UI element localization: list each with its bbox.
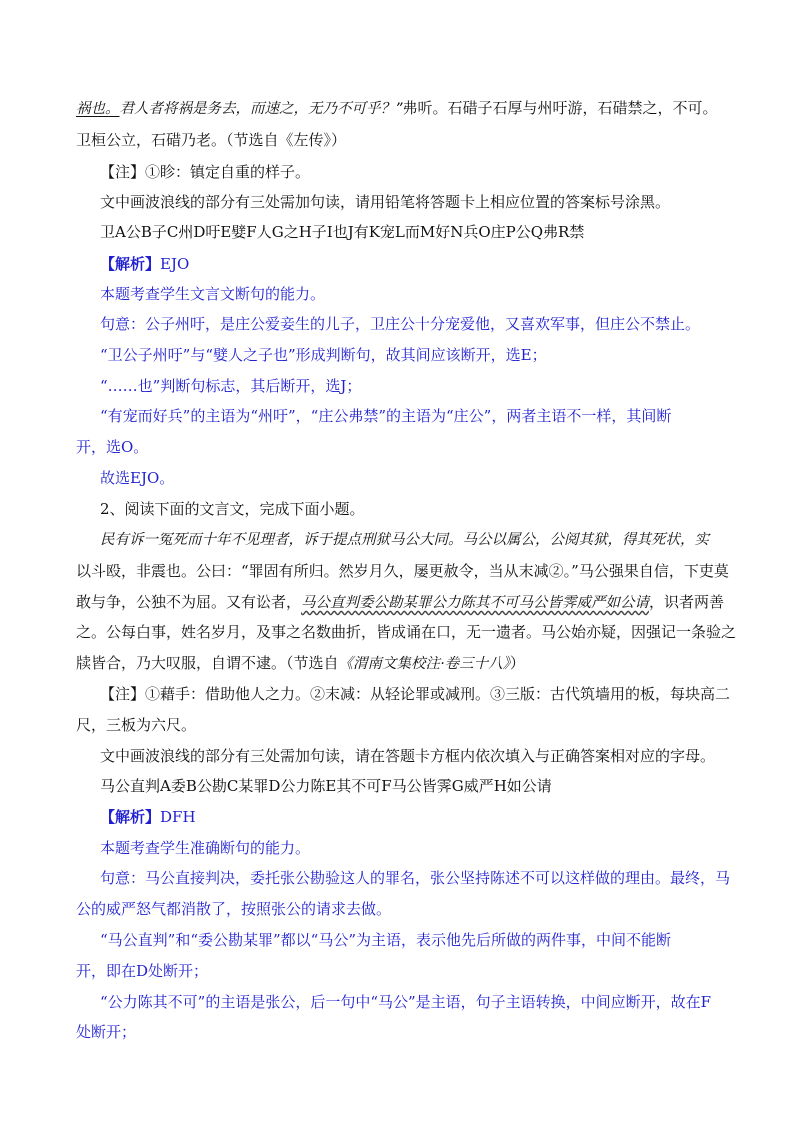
passage1-note: 【注】①眕：镇定自重的样子。 [100,163,311,181]
answer: EJO [160,255,190,273]
analysis-reason-3b: 开，选O。 [76,438,149,456]
question2-passage-line2: 以斗殴，非震也。公曰：“罪固有所归。然岁月久，屡更赦令，当从末减②。”马公强果自信，下吏莫 [76,562,729,580]
analysis-label: 【解析】 [100,255,161,273]
passage1-quote: 君人者将祸是务去，而速之，无乃不可乎？” [119,101,403,117]
question2-passage-line5 [76,653,740,674]
question2-heading: 2、阅读下面的文言文，完成下面小题。 [100,500,365,518]
passage1-line1 [76,98,740,119]
question2-note-line2: 尺，三板为六尺。 [76,716,197,734]
passage-text: ，识者两善 [649,593,725,611]
analysis-meaning-2b: 公的威严怒气都消散了，按照张公的请求去做。 [76,900,392,918]
passage-text: 牍皆合，乃大叹服，自谓不逮。（节选自 [76,654,339,672]
wavy-underlined-passage: 马公直判委公勘某罪公力陈其不可马公皆霁威严如公请 [301,595,650,611]
analysis-heading-2 [100,807,740,827]
passage-text: ） [509,654,525,672]
analysis-meaning-1: 句意：公子州吁，是庄公爱妾生的儿子，卫庄公十分宠爱他，又喜欢军事，但庄公不禁止。 [100,315,701,333]
answer: DFH [160,808,196,826]
analysis-meaning-2a: 句意：马公直接判决，委托张公勘验这人的罪名，张公坚持陈述不可以这样做的理由。最终，马 [100,869,731,887]
analysis-reason-1: “卫公子州吁”与“嬖人之子也”形成判断句，故其间应该断开，选E； [100,346,547,364]
question2-note-line1: 【注】①藉手：借助他人之力。②末减：从轻论罪或减刑。③三版：古代筑墙用的板，每块高二 [100,685,731,703]
passage1-instruction: 文中画波浪线的部分有三处需加句读，请用铅笔将答题卡上相应位置的答案标号涂黑。 [100,193,671,211]
analysis-reason-2-2a: “公力陈其不可”的主语是张公，后一句中“马公”是主语，句子主语转换，中间应断开，故在F [100,993,712,1011]
passage-text: 敢与争，公独不为屈。又有讼者， [76,593,302,611]
question2-passage-line3 [76,592,740,613]
passage1-text: 弗听。石碏子石厚与州吁游，石碏禁之，不可。 [402,99,718,117]
question2-passage-line4: 之。公每白事，姓名岁月，及事之名数曲折，皆成诵在口，无一遗者。马公始亦疑，因强记一条验之 [76,623,737,641]
analysis-ability-2: 本题考查学生准确断句的能力。 [100,839,311,857]
analysis-reason-2-1b: 开，即在D处断开； [76,962,209,980]
passage1-fragment: 祸也。 [76,101,120,117]
source-title: 《渭南文集校注·卷三十八》 [338,656,510,672]
analysis-ability-1: 本题考查学生文言文断句的能力。 [100,285,326,303]
analysis-reason-2: “……也”判断句标志，其后断开，选J； [100,377,362,395]
question2-instruction: 文中画波浪线的部分有三处需加句读，请在答题卡方框内依次填入与正确答案相对应的字母。 [100,747,716,765]
analysis-reason-3a: “有宠而好兵”的主语为“州吁”，“庄公弗禁”的主语为“庄公”，两者主语不一样，其间断 [100,407,672,425]
analysis-conclusion-1: 故选EJO。 [100,469,175,487]
question2-options: 马公直判A委B公勘C某罪D公力陈E其不可F马公皆霁G威严H如公请 [100,777,552,795]
analysis-reason-2-2b: 处断开； [76,1023,137,1041]
analysis-label: 【解析】 [100,808,161,826]
passage1-options: 卫A公B子C州D吁E嬖F人G之H子I也J有K宠L而M好N兵O庄P公Q弗R禁 [100,223,585,241]
question2-passage-line1: 民有诉一冤死而十年不见理者，诉于提点刑狱马公大同。马公以属公，公阅其狱，得其死状，实 [100,532,709,548]
analysis-heading-1 [100,254,740,274]
analysis-reason-2-1a: “马公直判”和“委公勘某罪”都以“马公”为主语，表示他先后所做的两件事，中间不能断 [100,931,672,949]
passage1-line2: 卫桓公立，石碏乃老。（节选自《左传》） [76,131,347,149]
